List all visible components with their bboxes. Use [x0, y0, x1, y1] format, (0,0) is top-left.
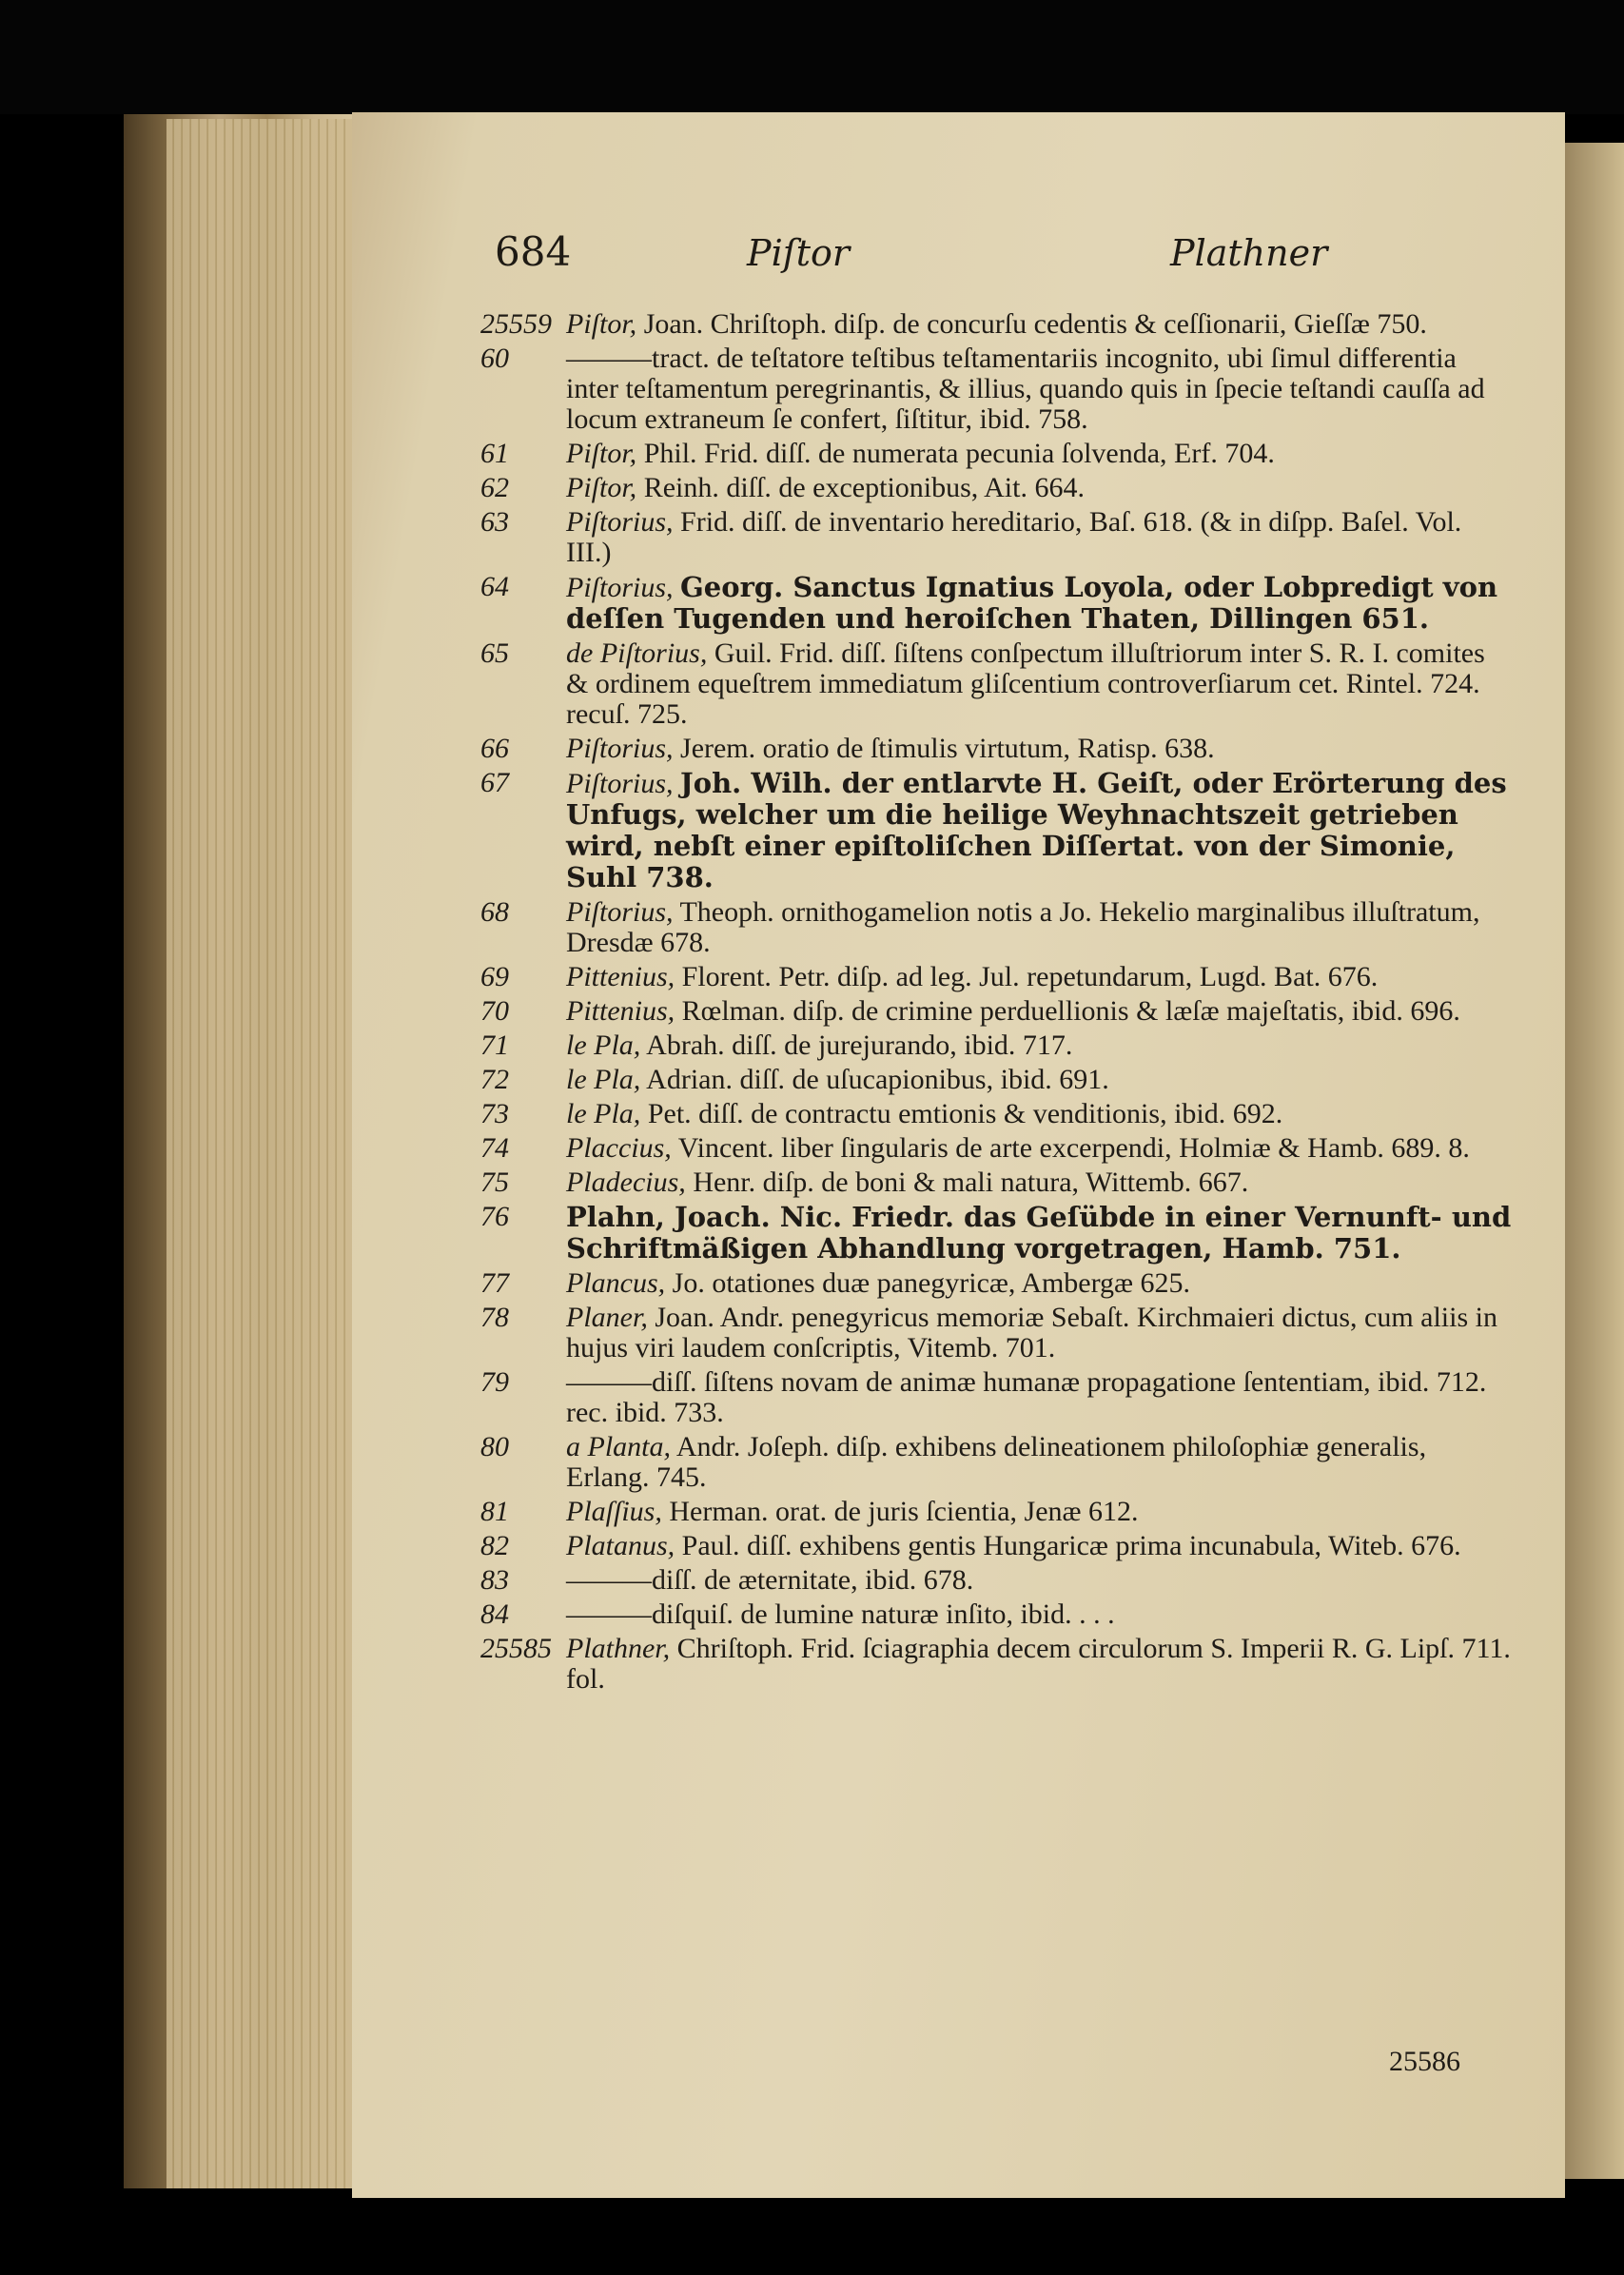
list-item: [480, 638, 1513, 730]
entry-number: 69: [480, 961, 509, 992]
entry-author: le Pla,: [566, 1064, 641, 1095]
entry-author: Piſtor,: [566, 308, 637, 340]
list-item: [480, 1565, 1513, 1596]
catchword: 25586: [1389, 2046, 1460, 2077]
entry-number: 84: [480, 1598, 509, 1630]
entry-author: Piſtor,: [566, 438, 637, 469]
list-item: [480, 507, 1513, 568]
entry-text: Adrian. diſſ. de uſucapionibus, ibid. 691.: [646, 1064, 1109, 1095]
entry-text: Theoph. ornithogamelion notis a Jo. Hekelio marginalibus illuſtratum, Dresdæ 678.: [566, 896, 1480, 958]
entry-author: Platanus,: [566, 1530, 675, 1561]
entry-text: Andr. Joſeph. diſp. exhibens delineationem philoſophiæ generalis, Erlang. 745.: [566, 1431, 1427, 1493]
list-item: [480, 1065, 1513, 1095]
list-item: [480, 1167, 1513, 1198]
entry-number: 73: [480, 1098, 509, 1129]
entry-author: le Pla,: [566, 1098, 641, 1129]
entry-author: Pittenius,: [566, 961, 675, 992]
list-item: [480, 734, 1513, 764]
entry-number: 61: [480, 438, 509, 469]
running-head: [495, 228, 1328, 295]
entry-text: Georg. Sanctus Ignatius Loyola, oder Lobpredigt von deſſen Tugenden und heroiſchen Thaten, Dillingen 651.: [566, 571, 1498, 635]
entry-text: Joan. Chriſtoph. diſp. de concurſu cedentis & ceſſionarii, Gieſſæ 750.: [643, 308, 1427, 340]
entry-author: Piſtorius,: [566, 733, 674, 764]
entry-author: Piſtorius,: [566, 506, 674, 538]
entry-text: Florent. Petr. diſp. ad leg. Jul. repetundarum, Lugd. Bat. 676.: [681, 961, 1379, 992]
list-item: [480, 1497, 1513, 1527]
list-item: [480, 1634, 1513, 1695]
entry-text: ———tract. de teſtatore teſtibus teſtamentariis incognito, ubi ſimul differentia inter teſtamentum peregrinantis, & illius, quando quis in ſpecie teſtandi cauſſa ad locum extraneum ſe confert, ſiſtitur, ibid. 758.: [566, 343, 1485, 435]
entry-author: Placcius,: [566, 1132, 672, 1164]
entry-text: ———diſquiſ. de lumine naturæ inſito, ibid. . . .: [566, 1598, 1115, 1630]
entry-text: Jerem. oratio de ſtimulis virtutum, Ratisp. 638.: [680, 733, 1215, 764]
entry-number: 74: [480, 1132, 509, 1164]
entry-text: Chriſtoph. Frid. ſciagraphia decem circulorum S. Imperii R. G. Lipſ. 711. fol.: [566, 1633, 1511, 1695]
entry-text: Herman. orat. de juris ſcientia, Jenæ 612.: [669, 1496, 1139, 1527]
page-stack: [166, 119, 362, 2188]
list-item: [480, 1030, 1513, 1061]
background-top: [0, 0, 1624, 114]
entry-number: 83: [480, 1564, 509, 1596]
entry-number: 70: [480, 995, 509, 1027]
entry-text: Vincent. liber ſingularis de arte excerpendi, Holmiæ & Hamb. 689. 8.: [677, 1132, 1470, 1164]
list-item: [480, 473, 1513, 503]
entry-list: [480, 309, 1513, 1698]
list-item: [480, 1303, 1513, 1363]
entry-number: 67: [480, 767, 509, 798]
left-running-head: Piſtor: [747, 232, 851, 274]
list-item: [480, 1099, 1513, 1129]
entry-author: Piſtor,: [566, 472, 637, 503]
entry-author: Pittenius,: [566, 995, 675, 1027]
entry-author: de Piſtorius,: [566, 637, 708, 669]
entry-text: Jo. otationes duæ panegyricæ, Ambergæ 625.: [672, 1267, 1191, 1299]
entry-text: Pet. diſſ. de contractu emtionis & venditionis, ibid. 692.: [647, 1098, 1283, 1129]
entry-number: 71: [480, 1030, 509, 1061]
entry-text: Reinh. diſſ. de exceptionibus, Ait. 664.: [643, 472, 1085, 503]
entry-text: Joh. Wilh. der entlarvte H. Geiſt, oder Erörterung des Unfugs, welcher um die heilige Weyhnachtszeit getrieben wird, nebſt einer epiſtoliſchen Diſſertat. von der Simonie, Suhl 738.: [566, 767, 1507, 893]
entry-text: ———diſſ. de æternitate, ibid. 678.: [566, 1564, 974, 1596]
entry-number: 62: [480, 472, 509, 503]
entry-text: Phil. Frid. diſſ. de numerata pecunia ſolvenda, Erf. 704.: [643, 438, 1275, 469]
entry-author: Plathner,: [566, 1633, 671, 1664]
list-item: [480, 962, 1513, 992]
entry-text: Rœlman. diſp. de crimine perduellionis & læſæ majeſtatis, ibid. 696.: [681, 995, 1460, 1027]
entry-number: 60: [480, 343, 509, 374]
entry-author: Piſtorius,: [566, 896, 674, 928]
entry-text: Paul. diſſ. exhibens gentis Hungaricæ prima incunabula, Witeb. 676.: [681, 1530, 1461, 1561]
entry-text: Guil. Frid. diſſ. ſiſtens conſpectum illuſtriorum inter S. R. I. comites & ordinem equeſtrem immediatum gliſcentium controverſiarum cet. Rintel. 724. recuſ. 725.: [566, 637, 1485, 730]
list-item: [480, 309, 1513, 340]
entry-author: Plancus,: [566, 1267, 666, 1299]
list-item: [480, 1133, 1513, 1164]
entry-text: Abrah. diſſ. de jurejurando, ibid. 717.: [646, 1030, 1073, 1061]
entry-number: 75: [480, 1167, 509, 1198]
list-item: [480, 343, 1513, 435]
list-item: [480, 572, 1513, 635]
page-number: 684: [495, 228, 572, 275]
entry-number: 25585: [480, 1633, 552, 1664]
list-item: [480, 1202, 1513, 1265]
right-running-head: Plathner: [1170, 232, 1328, 274]
entry-number: 68: [480, 896, 509, 928]
list-item: [480, 996, 1513, 1027]
entry-author: Piſtorius,: [566, 768, 674, 799]
list-item: [480, 1432, 1513, 1493]
entry-author: Planer,: [566, 1302, 648, 1333]
facing-page-edge: [1565, 143, 1624, 2179]
entry-number: 79: [480, 1366, 509, 1398]
entry-number: 66: [480, 733, 509, 764]
entry-text: Henr. diſp. de boni & mali natura, Wittemb. 667.: [693, 1167, 1249, 1198]
entry-author: Piſtorius,: [566, 572, 674, 603]
entry-author: le Pla,: [566, 1030, 641, 1061]
entry-number: 77: [480, 1267, 509, 1299]
list-item: [480, 1367, 1513, 1428]
list-item: [480, 897, 1513, 958]
entry-number: 81: [480, 1496, 509, 1527]
entry-number: 78: [480, 1302, 509, 1333]
list-item: [480, 439, 1513, 469]
entry-number: 80: [480, 1431, 509, 1462]
entry-number: 64: [480, 571, 509, 602]
entry-number: 72: [480, 1064, 509, 1095]
entry-text: Plahn, Joach. Nic. Friedr. das Geſübde in einer Vernunft- und Schriftmäßigen Abhandlung vorgetragen, Hamb. 751.: [566, 1201, 1512, 1265]
list-item: [480, 1268, 1513, 1299]
entry-author: Pladecius,: [566, 1167, 686, 1198]
entry-author: Plaſſius,: [566, 1496, 662, 1527]
list-item: [480, 1599, 1513, 1630]
entry-number: 25559: [480, 308, 552, 340]
entry-number: 63: [480, 506, 509, 538]
entry-number: 82: [480, 1530, 509, 1561]
entry-number: 76: [480, 1201, 509, 1232]
list-item: [480, 1531, 1513, 1561]
entry-text: Joan. Andr. penegyricus memoriæ Sebaſt. Kirchmaieri dictus, cum aliis in hujus viri laudem conſcriptis, Vitemb. 701.: [566, 1302, 1497, 1363]
entry-text: ———diſſ. ſiſtens novam de animæ humanæ propagatione ſententiam, ibid. 712. rec. ibid. 733.: [566, 1366, 1487, 1428]
list-item: [480, 768, 1513, 893]
entry-number: 65: [480, 637, 509, 669]
entry-author: a Planta,: [566, 1431, 671, 1462]
entry-text: Frid. diſſ. de inventario hereditario, Baſ. 618. (& in diſpp. Baſel. Vol. III.): [566, 506, 1462, 568]
